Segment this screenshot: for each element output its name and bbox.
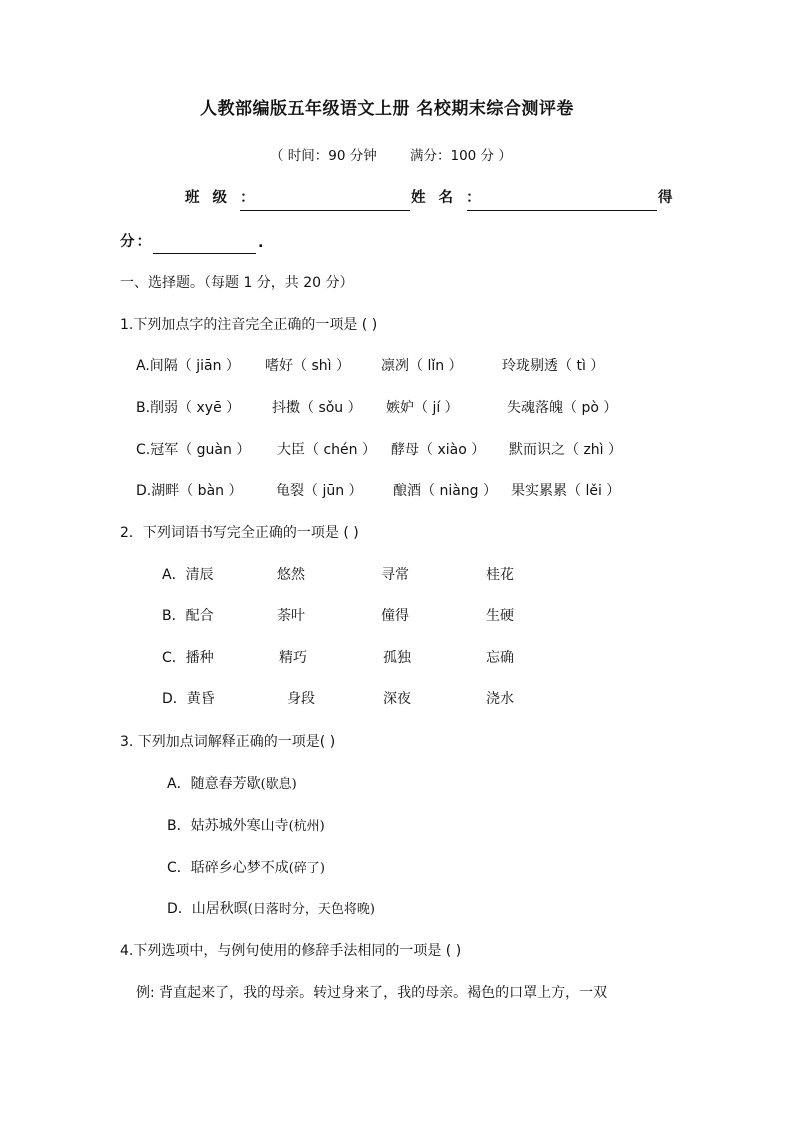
q3-option-d-text: D．山居秋暝 xyxy=(167,901,248,917)
q2-option-d3: 深夜 xyxy=(383,691,411,707)
q1-option-c2: 大臣（ chén ） xyxy=(277,442,376,458)
exam-time: （ 时间：90 分钟 xyxy=(270,148,377,164)
q2-option-c1: C．播种 xyxy=(162,650,214,666)
q1-option-d3: 酿酒（ niàng ） xyxy=(393,483,498,499)
q1-option-d2: 龟裂（ jūn ） xyxy=(276,483,363,499)
question-4-example: 例: 背直起来了，我的母亲。转过身来了，我的母亲。褐色的口罩上方，一双 xyxy=(136,985,608,1001)
score-label-part1: 得 xyxy=(658,190,677,206)
q1-option-c4: 默而识之（ zhì ） xyxy=(509,442,623,458)
q2-option-b3: 僮得 xyxy=(381,608,409,624)
q1-option-d4: 果实累累（ lěi ） xyxy=(511,483,621,499)
section-heading: 一、选择题。（每题 1 分，共 20 分） xyxy=(120,275,354,291)
q1-option-b4: 失魂落魄（ pò ） xyxy=(507,400,618,416)
q3-option-a-note: (歇息) xyxy=(260,777,297,792)
page-title: 人教部编版五年级语文上册 名校期末综合测评卷 xyxy=(200,99,574,119)
question-4-stem: 4.下列选项中，与例句使用的修辞手法相同的一项是 ( ) xyxy=(120,943,462,959)
name-blank[interactable] xyxy=(467,210,657,211)
q2-option-b2: 荼叶 xyxy=(277,608,305,624)
q1-option-d1: D.湖畔（ bàn ） xyxy=(136,483,243,499)
q1-option-b3: 嫉妒（ jí ） xyxy=(386,400,459,416)
q2-option-d1: D．黄昏 xyxy=(162,691,215,707)
q1-option-b2: 抖擞（ sǒu ） xyxy=(272,400,362,416)
q2-option-c3: 孤独 xyxy=(383,650,411,666)
q3-option-c xyxy=(167,861,325,875)
q1-option-a3: 凛冽（ lǐn ） xyxy=(381,358,463,374)
name-label: 姓 名 ： xyxy=(411,190,485,206)
q3-option-a xyxy=(167,777,297,791)
q1-option-a4: 玲珑剔透（ tì ） xyxy=(502,358,605,374)
q3-option-b xyxy=(167,819,325,833)
score-label-part2: 分： xyxy=(120,234,153,250)
class-blank[interactable] xyxy=(240,210,410,211)
q3-option-d-note: (日落时分，天色将晚) xyxy=(247,902,375,917)
q1-option-c3: 酵母（ xiào ） xyxy=(391,442,486,458)
q3-option-c-text: C．聒碎乡心梦不成 xyxy=(167,860,289,876)
q2-option-a4: 桂花 xyxy=(486,567,514,583)
q1-option-b1: B.削弱（ xyē ） xyxy=(136,400,241,416)
q1-option-c1: C.冠军（ guàn ） xyxy=(136,442,251,458)
q2-option-a2: 悠然 xyxy=(277,567,305,583)
q3-option-a-text: A．随意春芳歇 xyxy=(167,776,261,792)
q3-option-b-note: (杭州) xyxy=(288,819,325,834)
q3-option-c-note: (碎了) xyxy=(288,861,325,876)
question-1-stem: 1.下列加点字的注音完全正确的一项是 ( ) xyxy=(120,317,378,333)
q2-option-c4: 忘确 xyxy=(486,650,514,666)
q2-option-d4: 浇水 xyxy=(486,691,514,707)
score-blank[interactable] xyxy=(153,253,256,254)
q1-option-a1: A.间隔（ jiān ） xyxy=(136,358,240,374)
q3-option-b-text: B．姑苏城外寒山寺 xyxy=(167,818,289,834)
q2-option-b4: 生硬 xyxy=(486,608,514,624)
q2-option-b1: B．配合 xyxy=(162,608,214,624)
q2-option-d2: 身段 xyxy=(287,691,315,707)
q2-option-a3: 寻常 xyxy=(381,567,409,583)
class-label: 班 级 ： xyxy=(185,190,259,206)
q3-option-d xyxy=(167,902,375,916)
question-2-stem: 2．下列词语书写完全正确的一项是 ( ) xyxy=(120,525,359,541)
exam-score: 满分：100 分 ） xyxy=(410,148,512,164)
q1-option-a2: 嗜好（ shì ） xyxy=(265,358,350,374)
question-3-stem: 3. 下列加点词解释正确的一项是( ) xyxy=(120,734,336,750)
score-period: . xyxy=(258,235,268,251)
q2-option-c2: 精巧 xyxy=(279,650,307,666)
q2-option-a1: A．清辰 xyxy=(162,567,214,583)
